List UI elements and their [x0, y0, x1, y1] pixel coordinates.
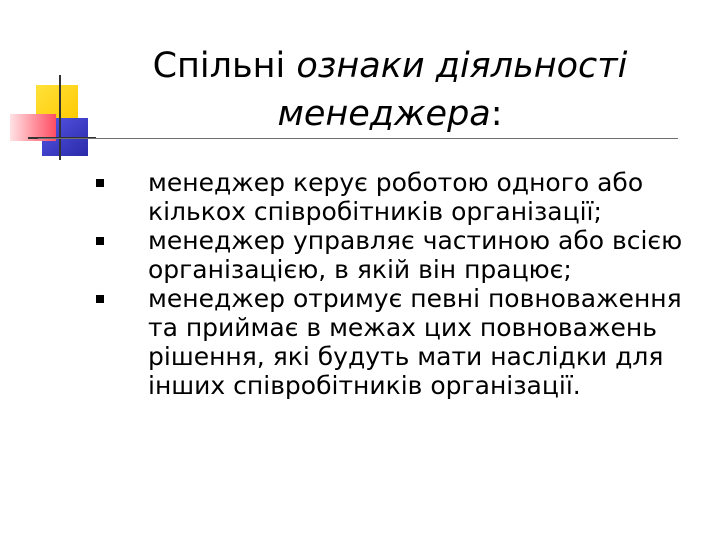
list-item — [90, 168, 710, 226]
vertical-line — [59, 75, 61, 160]
list-item-text: менеджер отримує певні повноваження та приймає в межах цих повноважень рішення, які будуть мати наслідки для інших співробітників організації. — [148, 284, 682, 400]
list-item-text: менеджер керує роботою одного або кількох співробітників організації; — [148, 168, 644, 226]
square-bullet-icon — [96, 179, 104, 187]
title-part-3: менеджера — [277, 94, 491, 134]
list-item — [90, 226, 710, 284]
pink-square — [10, 114, 56, 141]
title-divider — [38, 138, 678, 139]
title-part-2: ознаки діяльності — [296, 46, 628, 86]
decorative-logo — [0, 0, 110, 170]
list-item-text: менеджер управляє частиною або всією організацією, в якій він працює; — [148, 226, 683, 284]
page-title — [110, 42, 670, 138]
list-item — [90, 284, 710, 400]
square-bullet-icon — [96, 295, 104, 303]
bullet-list — [90, 168, 710, 400]
title-part-4: : — [490, 94, 503, 134]
title-part-1: Спільні — [152, 46, 297, 86]
square-bullet-icon — [96, 237, 104, 245]
